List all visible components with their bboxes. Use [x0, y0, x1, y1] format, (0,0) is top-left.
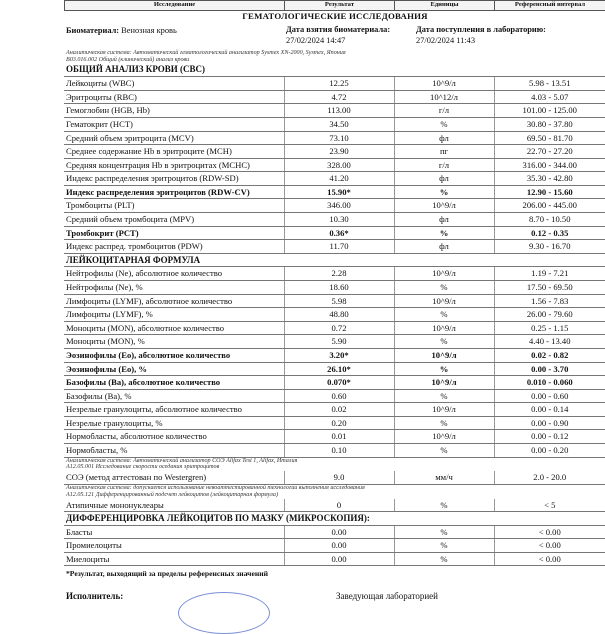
- test-unit: %: [394, 539, 494, 553]
- test-unit: 10^12/л: [394, 90, 494, 104]
- test-name: Нейтрофилы (Ne), %: [64, 280, 284, 294]
- esr-analyzer-note: Аналитическая система: Автоматический анализатор СОЭ Alifax Test 1, Alifax, Италия: [64, 458, 605, 465]
- table-row: [64, 430, 605, 444]
- test-unit: фл: [394, 172, 494, 186]
- table-row: [64, 389, 605, 403]
- test-name: Средний объем тромбоцита (MPV): [64, 213, 284, 227]
- test-name: Атипичные мононуклеары: [64, 499, 284, 512]
- test-unit: г/л: [394, 104, 494, 118]
- test-reference: < 0.00: [494, 525, 605, 539]
- report-header-table: [64, 0, 605, 21]
- test-unit: 10^9/л: [394, 199, 494, 213]
- test-reference: 0.12 - 0.35: [494, 226, 605, 240]
- table-row: [64, 90, 605, 104]
- test-unit: 10^9/л: [394, 403, 494, 417]
- test-unit: пг: [394, 145, 494, 159]
- test-name: Гемоглобин (HGB, Hb): [64, 104, 284, 118]
- test-name: Тромбокрит (PCT): [64, 226, 284, 240]
- taken-label: Дата взятия биоматериала:: [286, 25, 390, 34]
- table-row: [64, 280, 605, 294]
- header-test: Исследование: [65, 1, 285, 11]
- test-result: 0.60: [284, 389, 394, 403]
- test-unit: %: [394, 308, 494, 322]
- test-name: Индекс распределения эритроцитов (RDW-SD): [64, 172, 284, 186]
- test-result: 10.30: [284, 213, 394, 227]
- test-reference: 101.00 - 125.00: [494, 104, 605, 118]
- test-result: 0.02: [284, 403, 394, 417]
- test-reference: 0.25 - 1.15: [494, 321, 605, 335]
- test-unit: %: [394, 362, 494, 376]
- test-result: 0.01: [284, 430, 394, 444]
- test-reference: 69.50 - 81.70: [494, 131, 605, 145]
- test-unit: 10^9/л: [394, 376, 494, 390]
- test-name: Моноциты (MON), %: [64, 335, 284, 349]
- test-name: Средний объем эритроцита (MCV): [64, 131, 284, 145]
- test-reference: 0.010 - 0.060: [494, 376, 605, 390]
- test-name: Эозинофилы (Eo), %: [64, 362, 284, 376]
- test-name: Базофилы (Ba), абсолютное количество: [64, 376, 284, 390]
- test-result: 0: [284, 499, 394, 512]
- table-row: [64, 539, 605, 553]
- test-name: Эозинофилы (Eo), абсолютное количество: [64, 348, 284, 362]
- test-result: 4.72: [284, 90, 394, 104]
- test-reference: 4.03 - 5.07: [494, 90, 605, 104]
- diff-title: ДИФФЕРЕНЦИРОВКА ЛЕЙКОЦИТОВ ПО МАЗКУ (МИКРОСКОПИЯ):: [64, 512, 605, 526]
- test-reference: 0.02 - 0.82: [494, 348, 605, 362]
- test-name: Эритроциты (RBC): [64, 90, 284, 104]
- test-reference: 4.40 - 13.40: [494, 335, 605, 349]
- test-result: 0.20: [284, 416, 394, 430]
- test-unit: фл: [394, 213, 494, 227]
- test-name: Средняя концентрация Hb в эритроцитах (MCHC): [64, 158, 284, 172]
- test-unit: 10^9/л: [394, 321, 494, 335]
- test-reference: 26.00 - 79.60: [494, 308, 605, 322]
- test-result: 0.00: [284, 525, 394, 539]
- test-reference: 35.30 - 42.80: [494, 172, 605, 186]
- table-row: [64, 376, 605, 390]
- test-result: 328.00: [284, 158, 394, 172]
- test-result: 3.20*: [284, 348, 394, 362]
- test-result: 0.36*: [284, 226, 394, 240]
- test-unit: мм/ч: [394, 471, 494, 484]
- test-name: Нормобласты, абсолютное количество: [64, 430, 284, 444]
- table-row: [64, 471, 605, 484]
- test-result: 5.90: [284, 335, 394, 349]
- test-reference: < 5: [494, 499, 605, 512]
- test-name: Миелоциты: [64, 552, 284, 566]
- cbc-table: [64, 64, 605, 458]
- table-row: [64, 552, 605, 566]
- test-reference: 0.00 - 0.12: [494, 430, 605, 444]
- test-unit: %: [394, 280, 494, 294]
- test-unit: 10^9/л: [394, 77, 494, 91]
- cbc-title: ОБЩИЙ АНАЛИЗ КРОВИ (CBC): [64, 64, 605, 77]
- test-name: Базофилы (Ba), %: [64, 389, 284, 403]
- taken-value: 27/02/2024 14:47: [286, 36, 345, 45]
- test-result: 0.72: [284, 321, 394, 335]
- test-result: 34.50: [284, 117, 394, 131]
- test-result: 73.10: [284, 131, 394, 145]
- table-row: [64, 117, 605, 131]
- test-result: 48.80: [284, 308, 394, 322]
- received-label: Дата поступления в лабораторию:: [416, 25, 546, 34]
- header-units: Единицы: [395, 1, 495, 11]
- table-row: [64, 267, 605, 281]
- test-name: Нейтрофилы (Ne), абсолютное количество: [64, 267, 284, 281]
- head-of-lab-label: Заведующая лабораторией: [336, 591, 438, 601]
- test-name: Гематокрит (HCT): [64, 117, 284, 131]
- test-name: Промиелоциты: [64, 539, 284, 553]
- test-result: 23.90: [284, 145, 394, 159]
- table-row: [64, 499, 605, 512]
- test-result: 5.98: [284, 294, 394, 308]
- test-reference: 0.00 - 0.14: [494, 403, 605, 417]
- table-row: [64, 199, 605, 213]
- table-row: [64, 226, 605, 240]
- table-row: [64, 335, 605, 349]
- test-name: Лимфоциты (LYMF), %: [64, 308, 284, 322]
- executor-label: Исполнитель:: [66, 591, 123, 601]
- header-reference: Референсный интервал: [495, 1, 605, 11]
- test-name: Незрелые гранулоциты, %: [64, 416, 284, 430]
- test-reference: < 0.00: [494, 552, 605, 566]
- table-row: [64, 362, 605, 376]
- table-row: [64, 348, 605, 362]
- test-unit: %: [394, 335, 494, 349]
- biomaterial-label: Биоматериал:: [66, 26, 119, 35]
- test-reference: 8.70 - 10.50: [494, 213, 605, 227]
- test-name: Тромбоциты (PLT): [64, 199, 284, 213]
- test-reference: 0.00 - 0.90: [494, 416, 605, 430]
- test-reference: 5.98 - 13.51: [494, 77, 605, 91]
- test-name: Среднее содержание Hb в эритроците (MCH): [64, 145, 284, 159]
- esr-table: [64, 471, 605, 485]
- test-unit: %: [394, 185, 494, 199]
- test-reference: 17.50 - 69.50: [494, 280, 605, 294]
- header-result: Результат: [285, 1, 395, 11]
- test-result: 11.70: [284, 240, 394, 254]
- test-unit: %: [394, 525, 494, 539]
- lab-stamp: [178, 592, 270, 634]
- test-result: 18.60: [284, 280, 394, 294]
- sample-meta: [64, 21, 605, 50]
- test-name: Индекс распред. тромбоцитов (PDW): [64, 240, 284, 254]
- esr-code-note: A12.05.001 Исследование скорости оседания эритроцитов: [64, 464, 605, 471]
- table-row: [64, 294, 605, 308]
- test-result: 346.00: [284, 199, 394, 213]
- test-unit: %: [394, 416, 494, 430]
- column-header-row: [65, 1, 605, 11]
- test-name: Моноциты (MON), абсолютное количество: [64, 321, 284, 335]
- test-name: СОЭ (метод аттестован по Westergren): [64, 471, 284, 484]
- test-unit: %: [394, 499, 494, 512]
- table-row: [64, 172, 605, 186]
- test-reference: 2.0 - 20.0: [494, 471, 605, 484]
- test-result: 0.070*: [284, 376, 394, 390]
- test-name: Нормобласты, %: [64, 444, 284, 458]
- table-row: [64, 240, 605, 254]
- test-reference: 12.90 - 15.60: [494, 185, 605, 199]
- table-row: [64, 308, 605, 322]
- test-reference: 0.00 - 3.70: [494, 362, 605, 376]
- analyzer-note: Аналитическая система: Автоматический гематологический анализатор Sysmex XN-2000, Sysmex, Япония: [64, 50, 605, 57]
- biomaterial-value: Венозная кровь: [121, 26, 177, 35]
- table-row: [64, 213, 605, 227]
- leuko-title: ЛЕЙКОЦИТАРНАЯ ФОРМУЛА: [64, 253, 605, 267]
- test-reference: 0.00 - 0.60: [494, 389, 605, 403]
- test-name: Незрелые гранулоциты, абсолютное количество: [64, 403, 284, 417]
- test-reference: 22.70 - 27.20: [494, 145, 605, 159]
- test-unit: 10^9/л: [394, 430, 494, 444]
- test-unit: 10^9/л: [394, 267, 494, 281]
- test-name: Лимфоциты (LYMF), абсолютное количество: [64, 294, 284, 308]
- table-row: [64, 416, 605, 430]
- diff-table: [64, 499, 605, 567]
- test-reference: 1.19 - 7.21: [494, 267, 605, 281]
- test-name: Индекс распределения эритроцитов (RDW-CV): [64, 185, 284, 199]
- test-result: 9.0: [284, 471, 394, 484]
- test-unit: 10^9/л: [394, 294, 494, 308]
- test-unit: %: [394, 444, 494, 458]
- test-unit: %: [394, 389, 494, 403]
- table-row: [64, 525, 605, 539]
- test-reference: < 0.00: [494, 539, 605, 553]
- test-unit: фл: [394, 240, 494, 254]
- test-result: 2.28: [284, 267, 394, 281]
- test-reference: 1.56 - 7.83: [494, 294, 605, 308]
- table-row: [64, 104, 605, 118]
- test-name: Лейкоциты (WBC): [64, 77, 284, 91]
- service-code-note: B03.016.002 Общий (клинический) анализ крови: [64, 57, 605, 64]
- test-result: 26.10*: [284, 362, 394, 376]
- test-result: 15.90*: [284, 185, 394, 199]
- section-title: ГЕМАТОЛОГИЧЕСКИЕ ИССЛЕДОВАНИЯ: [65, 11, 605, 22]
- test-unit: %: [394, 226, 494, 240]
- method-note: Аналитическая система: допускается использование невоаттестированной технологии выполнения исследования: [64, 485, 605, 492]
- test-result: 0.00: [284, 539, 394, 553]
- received-value: 27/02/2024 11:43: [416, 36, 475, 45]
- test-unit: фл: [394, 131, 494, 145]
- test-reference: 316.00 - 344.00: [494, 158, 605, 172]
- test-result: 0.10: [284, 444, 394, 458]
- table-row: [64, 185, 605, 199]
- test-unit: %: [394, 117, 494, 131]
- table-row: [64, 444, 605, 458]
- diff-code-note: A12.05.121 Дифференцированный подсчет лейкоцитов (лейкоцитарная формула): [64, 492, 605, 499]
- out-of-range-footnote: *Результат, выходящий за пределы референсных значений: [64, 566, 605, 578]
- lab-report: [64, 0, 605, 578]
- test-result: 113.00: [284, 104, 394, 118]
- test-unit: 10^9/л: [394, 348, 494, 362]
- test-reference: 30.80 - 37.80: [494, 117, 605, 131]
- test-result: 41.20: [284, 172, 394, 186]
- test-result: 12.25: [284, 77, 394, 91]
- test-unit: г/л: [394, 158, 494, 172]
- test-unit: %: [394, 552, 494, 566]
- table-row: [64, 403, 605, 417]
- table-row: [64, 77, 605, 91]
- test-reference: 0.00 - 0.20: [494, 444, 605, 458]
- test-reference: 206.00 - 445.00: [494, 199, 605, 213]
- table-row: [64, 131, 605, 145]
- table-row: [64, 321, 605, 335]
- table-row: [64, 145, 605, 159]
- test-name: Бласты: [64, 525, 284, 539]
- test-reference: 9.30 - 16.70: [494, 240, 605, 254]
- test-result: 0.00: [284, 552, 394, 566]
- table-row: [64, 158, 605, 172]
